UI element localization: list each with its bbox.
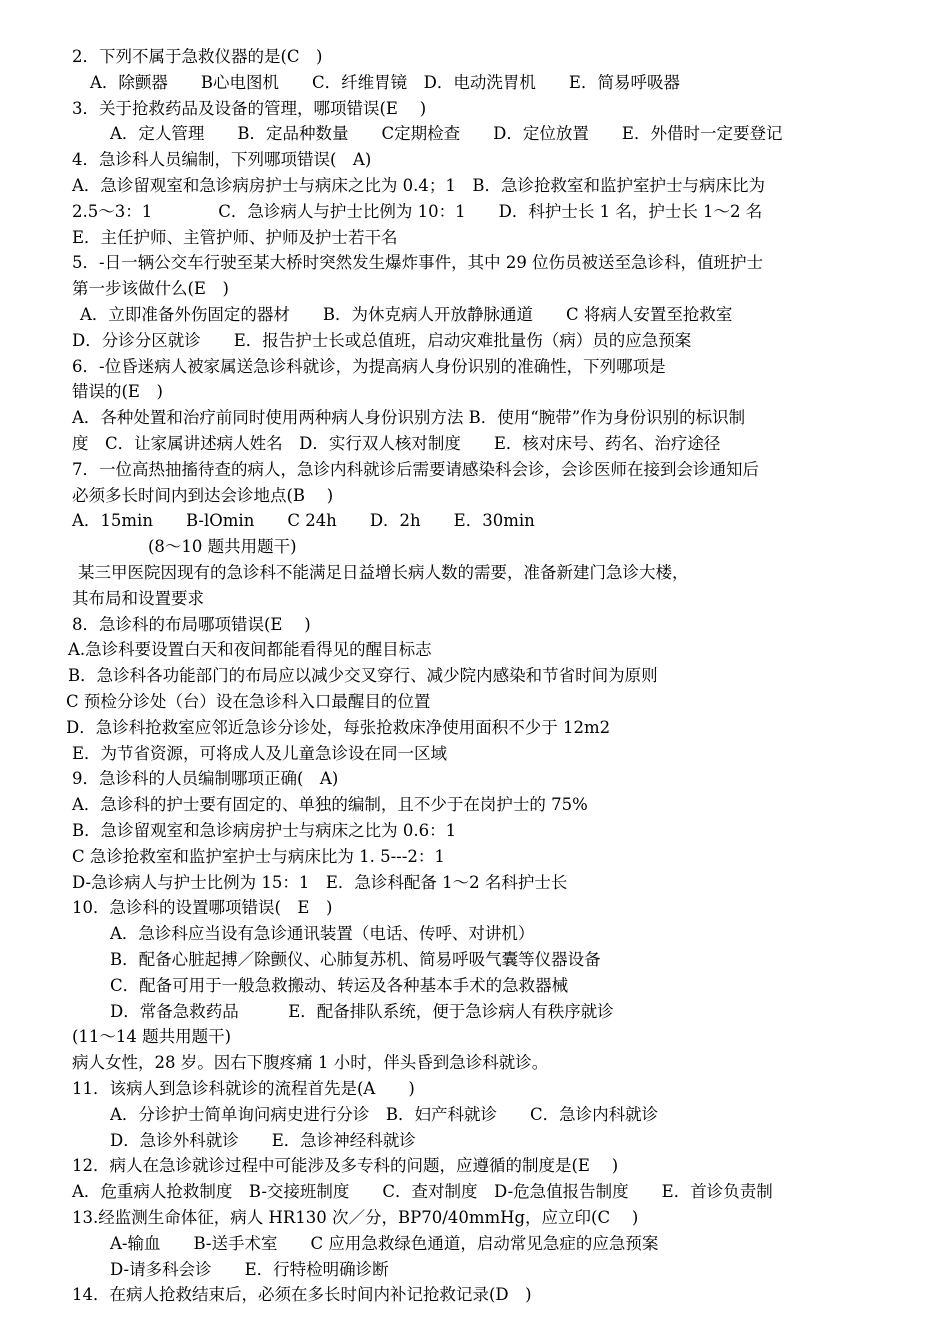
question-3-options: A．定人管理 B．定品种数量 C定期检查 D．定位放置 E．外借时一定要登记 [110, 124, 783, 143]
question-8-option-b: B．急诊科各功能部门的布局应以减少交叉穿行、减少院内感染和节省时间为原则 [68, 666, 658, 685]
question-8-option-c: C 预检分诊处（台）设在急诊科入口最醒目的位置 [66, 692, 431, 711]
question-11: 11．该病人到急诊科就诊的流程首先是(A ) [72, 1079, 415, 1098]
question-12-options: A．危重病人抢救制度 B-交接班制度 C．查对制度 D-危急值报告制度 E．首诊负责制 [72, 1182, 773, 1201]
question-4-option-line: 2.5～3：1 C．急诊病人与护士比例为 10：1 D．科护士长 1 名，护士长 1～2 名 [72, 202, 763, 221]
question-4-option-line: E．主任护师、主管护师、护师及护士若干名 [72, 228, 398, 247]
question-13: 13.经监测生命体征，病人 HR130 次／分，BP70/40mmHg，应立印(C ) [72, 1208, 639, 1227]
question-7: 7．一位高热抽搐待查的病人，急诊内科就诊后需要请感染科会诊，会诊医师在接到会诊通知后 [72, 460, 759, 479]
question-2-options: A．除颤器 B心电图机 C．纤维胃镜 D．电动洗胃机 E．简易呼吸器 [90, 73, 680, 92]
question-9: 9．急诊科的人员编制哪项正确( A) [72, 769, 339, 788]
question-5-option-line: D．分诊分区就诊 E．报告护士长或总值班，启动灾难批量伤（病）员的应急预案 [72, 331, 692, 350]
question-8-option-d: D．急诊科抢救室应邻近急诊分诊处，每张抢救床净使用面积不少于 12m2 [66, 718, 611, 737]
question-7-options: A．15min B-lOmin C 24h D．2h E．30min [72, 511, 535, 530]
question-9-option-a: A．急诊科的护士要有固定的、单独的编制，且不少于在岗护士的 75% [72, 795, 588, 814]
question-10-option-d-e: D．常备急救药品 E．配备排队系统，便于急诊病人有秩序就诊 [110, 1002, 614, 1021]
question-10-option-b: B．配备心脏起搏／除颤仪、心肺复苏机、简易呼吸气囊等仪器设备 [110, 950, 601, 969]
question-7-cont: 必须多长时间内到达会诊地点(B ) [72, 486, 334, 505]
group-heading-11-14: (11～14 题共用题干) [72, 1027, 232, 1046]
question-13-option-line: A-输血 B-送手术室 C 应用急救绿色通道，启动常见急症的应急预案 [110, 1234, 659, 1253]
case-stem-8-10: 某三甲医院因现有的急诊科不能满足日益增长病人数的需要，准备新建门急诊大楼， [78, 563, 689, 582]
question-8: 8．急诊科的布局哪项错误(E ) [72, 615, 311, 634]
question-12: 12．病人在急诊就诊过程中可能涉及多专科的问题，应遵循的制度是(E ) [72, 1156, 619, 1175]
question-14: 14．在病人抢救结束后，必须在多长时间内补记抢救记录(D ) [72, 1285, 532, 1304]
question-10-option-c: C．配备可用于一般急救搬动、转运及各种基本手术的急救器械 [110, 976, 569, 995]
question-9-option-b: B．急诊留观室和急诊病房护士与病床之比为 0.6：1 [72, 821, 457, 840]
question-2: 2．下列不属于急救仪器的是(C ) [72, 47, 323, 66]
question-5: 5．-日一辆公交车行驶至某大桥时突然发生爆炸事件，其中 29 位伤员被送至急诊科，值班护士 [72, 253, 764, 272]
question-4: 4．急诊科人员编制，下列哪项错误( A) [72, 150, 372, 169]
case-stem-11-14: 病人女性，28 岁。因右下腹疼痛 1 小时，伴头昏到急诊科就诊。 [72, 1053, 549, 1072]
question-10-option-a: A．急诊科应当设有急诊通讯装置（电话、传呼、对讲机） [110, 924, 535, 943]
question-9-option-d-e: D-急诊病人与护士比例为 15：1 E．急诊科配备 1～2 名科护士长 [72, 873, 568, 892]
question-8-option-a: A.急诊科要设置白天和夜间都能看得见的醒目标志 [68, 640, 432, 659]
question-13-option-line: D-请多科会诊 E．行特检明确诊断 [110, 1260, 389, 1279]
question-8-option-e: E．为节省资源，可将成人及儿童急诊设在同一区域 [72, 744, 448, 763]
question-10: 10．急诊科的设置哪项错误( E ) [72, 898, 333, 917]
question-5-cont: 第一步该做什么(E ) [72, 279, 229, 298]
question-9-option-c: C 急诊抢救室和监护室护士与病床比为 1. 5---2：1 [72, 847, 445, 866]
question-3: 3．关于抢救药品及设备的管理，哪项错误(E ) [72, 99, 427, 118]
question-11-option-line: D．急诊外科就诊 E．急诊神经科就诊 [110, 1131, 416, 1150]
question-4-option-line: A．急诊留观室和急诊病房护士与病床之比为 0.4；1 B．急诊抢救室和监护室护士与病床比为 [72, 176, 766, 195]
group-heading-8-10: (8～10 题共用题干) [148, 537, 297, 556]
question-5-option-line: A．立即准备外伤固定的器材 B．为休克病人开放静脉通道 C 将病人安置至抢救室 [80, 305, 733, 324]
question-11-option-line: A．分诊护士简单询问病史进行分诊 B．妇产科就诊 C．急诊内科就诊 [110, 1105, 659, 1124]
question-6-option-line: A．各种处置和治疗前同时使用两种病人身份识别方法 B．使用“腕带”作为身份识别的标识制 [72, 408, 746, 427]
case-stem-8-10-cont: 其布局和设置要求 [72, 589, 204, 608]
question-6-cont: 错误的(E ) [72, 382, 163, 401]
question-6-option-line: 度 C．让家属讲述病人姓名 D．实行双人核对制度 E．核对床号、药名、治疗途径 [72, 434, 721, 453]
question-6: 6．-位昏迷病人被家属送急诊科就诊，为提高病人身份识别的准确性，下列哪项是 [72, 357, 666, 376]
